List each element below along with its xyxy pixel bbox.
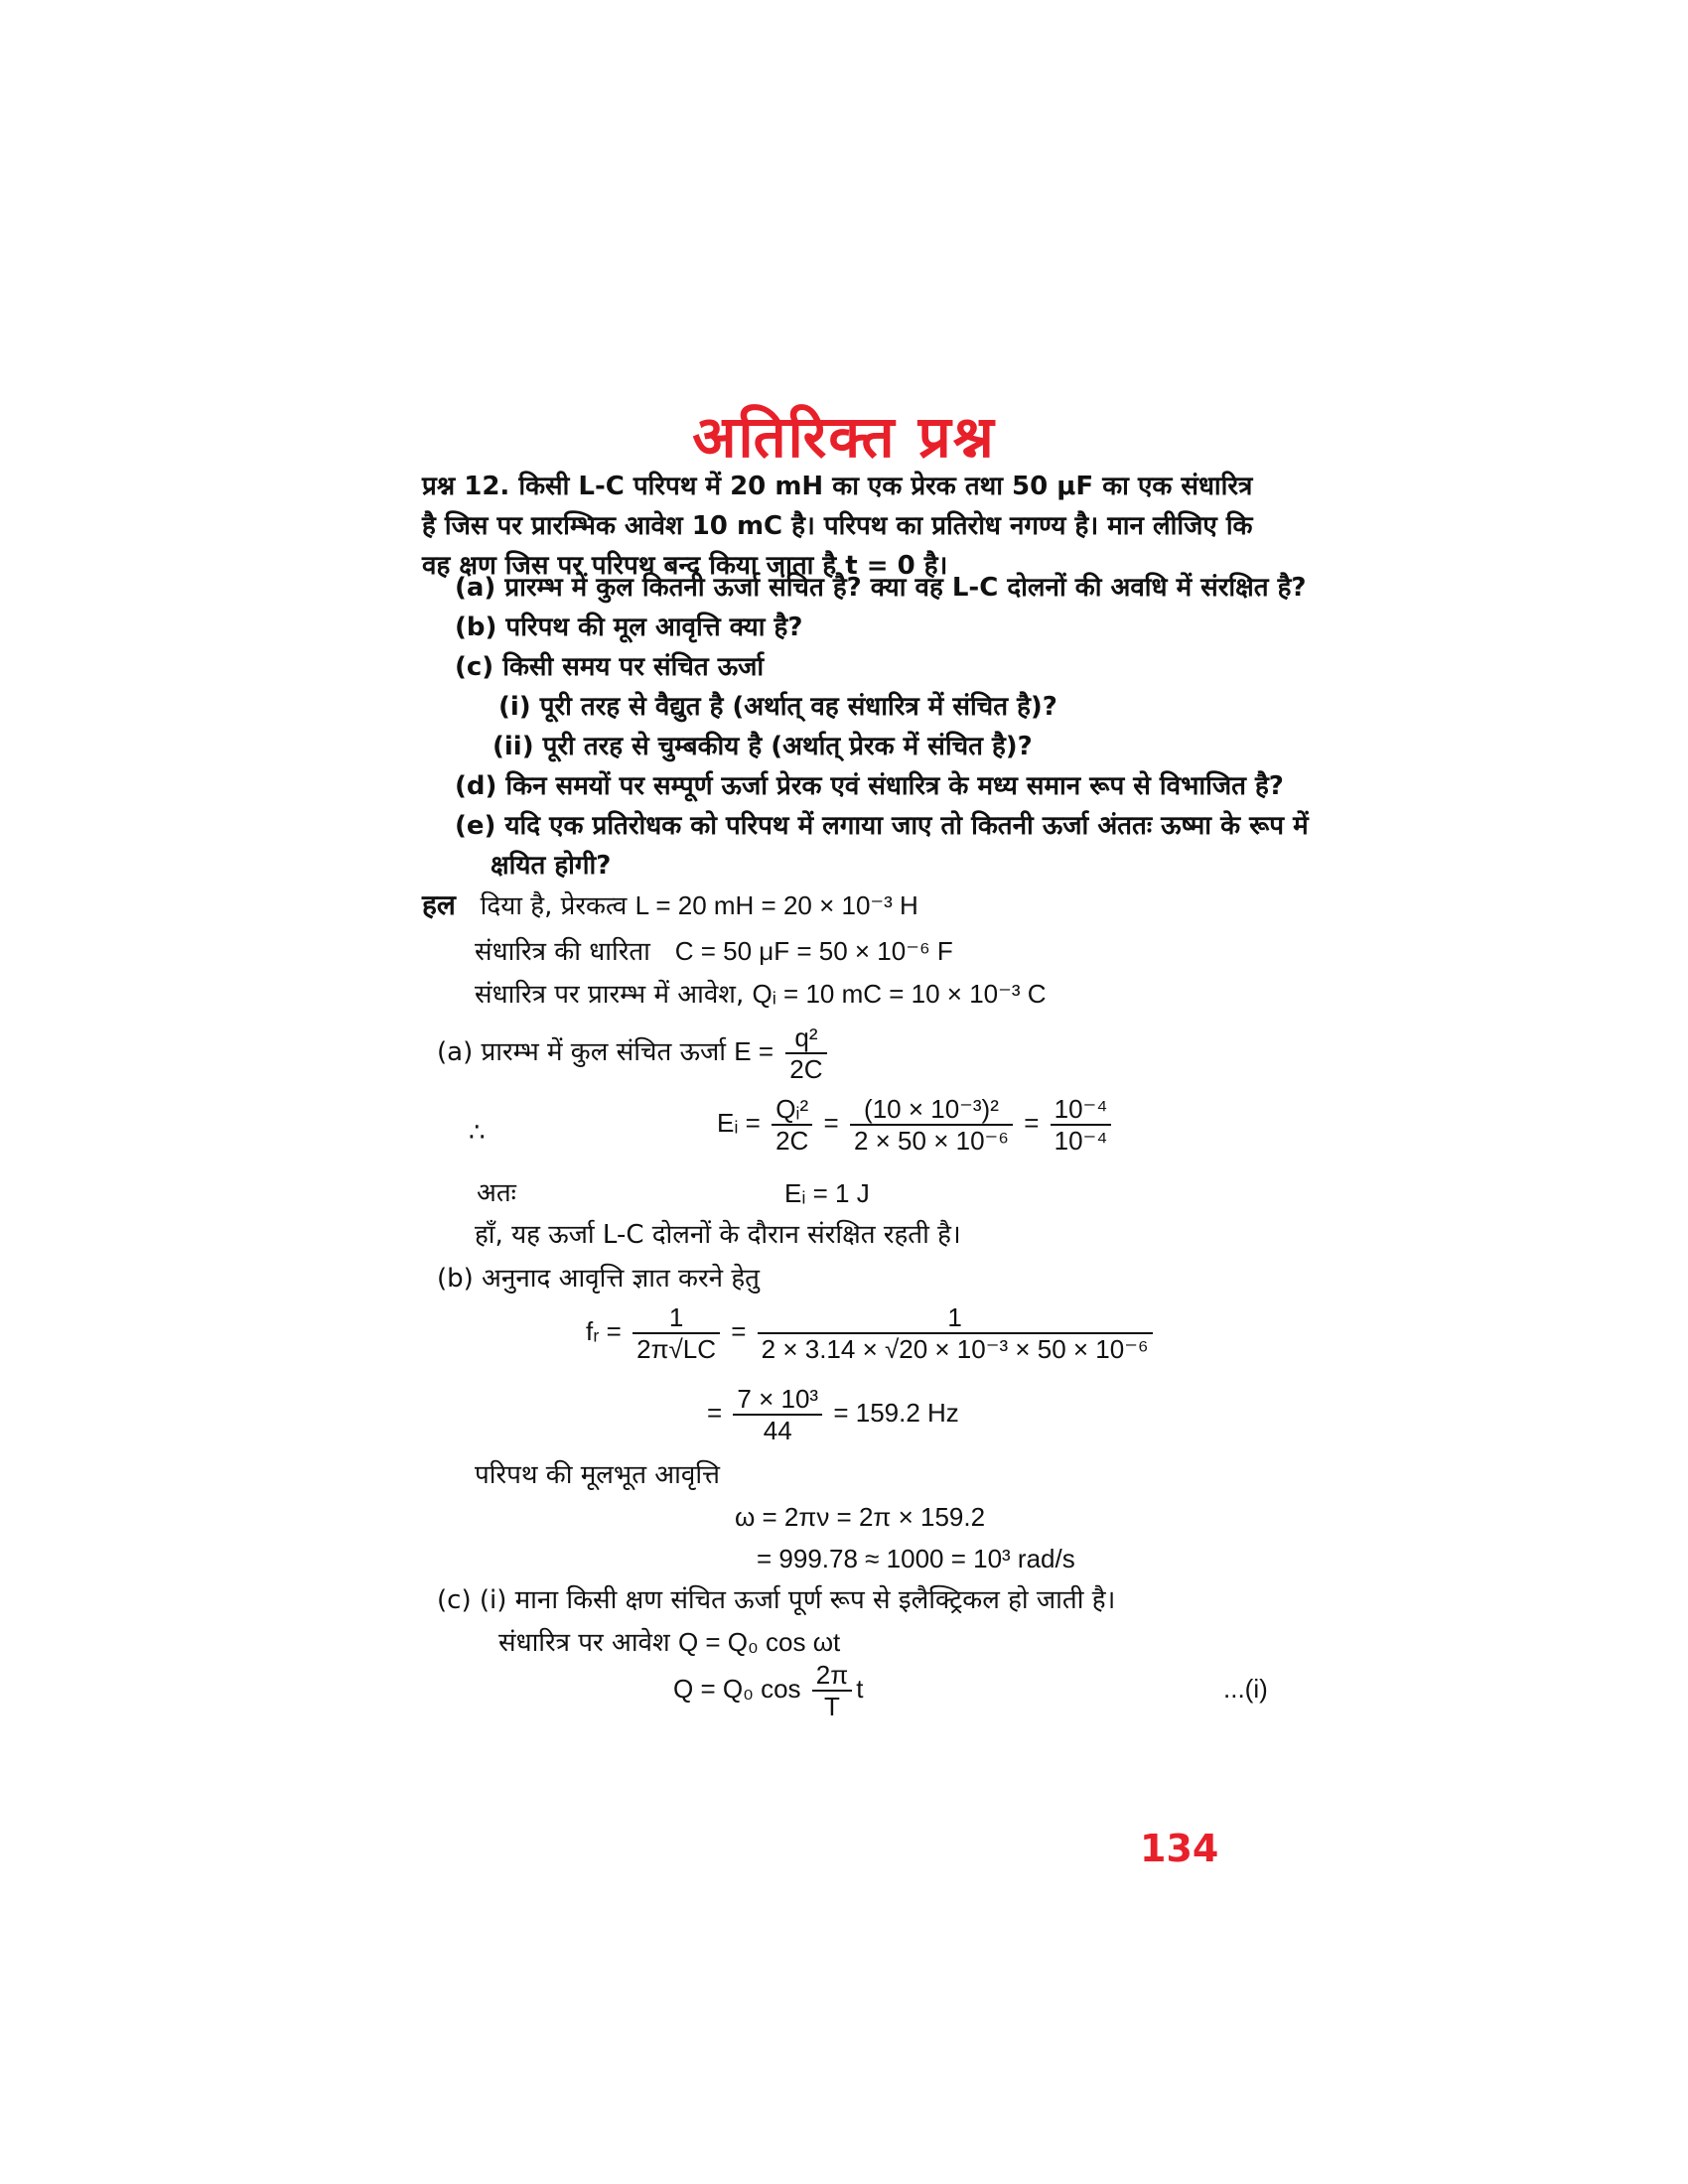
energy-conserved-note: हाँ, यह ऊर्जा L-C दोलनों के दौरान संरक्षित रहती है।: [475, 1220, 961, 1250]
omega-eq-1: ω = 2πν = 2π × 159.2: [735, 1502, 986, 1532]
part-c-ii: (ii) पूरी तरह से चुम्बकीय है (अर्थात् प्रेरक में संचित है)?: [492, 732, 1033, 761]
solution-given: हल दिया है, प्रेरकत्व L = 20 mH = 20 × 10⁻³ H: [422, 888, 918, 921]
charge-eq: Qᵢ = 10 mC = 10 × 10⁻³ C: [752, 979, 1047, 1009]
charge-equation-2: Q = Q₀ cos $\frac{2\pi}{T}$ t: [673, 1660, 864, 1722]
part-b: (b) परिपथ की मूल आवृत्ति क्या है?: [455, 613, 803, 642]
equation-number: ...(i): [1223, 1674, 1268, 1704]
question-statement: [422, 467, 1266, 586]
capacitance-line: संधारित्र की धारिता C = 50 μF = 50 × 10⁻⁶ F: [475, 936, 953, 967]
energy-formula-line: (a) प्रारम्भ में कुल संचित ऊर्जा E = $\frac{\text{q²}}{2C}$: [437, 1021, 831, 1084]
energy-result: Eᵢ = 1 J: [784, 1178, 870, 1208]
page-number: 134: [1140, 1827, 1219, 1870]
charge-line: संधारित्र पर प्रारम्भ में आवेश, Qᵢ = 10 mC = 10 × 10⁻³ C: [475, 979, 1047, 1010]
hence-label: अतः: [477, 1178, 516, 1208]
part-b-heading: (b) अनुनाद आवृत्ति ज्ञात करने हेतु: [437, 1264, 760, 1294]
part-c-i: (i) पूरी तरह से वैद्युत है (अर्थात् वह संधारित्र में संचित है)?: [498, 692, 1057, 722]
part-e-cont: क्षयित होगी?: [491, 851, 612, 881]
omega-eq-2: = 999.78 ≈ 1000 = 10³ rad/s: [757, 1544, 1075, 1573]
part-d: (d) किन समयों पर सम्पूर्ण ऊर्जा प्रेरक एवं संधारित्र के मध्य समान रूप से विभाजित है?: [455, 771, 1284, 801]
charge-equation-line: संधारित्र पर आवेश Q = Q₀ cos ωt: [498, 1627, 841, 1658]
part-c-i-heading: (c) (i) माना किसी क्षण संचित ऊर्जा पूर्ण रूप से इलैक्ट्रिकल हो जाती है।: [437, 1585, 1116, 1615]
frequency-value-eq: = $\frac{\text{7 × 10³}}{44}$ = 159.2 Hz: [707, 1384, 959, 1446]
inductance-eq: L = 20 mH = 20 × 10⁻³ H: [634, 890, 918, 920]
part-a: (a) प्रारम्भ में कुल कितनी ऊर्जा संचित है? क्या वह L-C दोलनों की अवधि में संरक्षित है?: [455, 573, 1307, 603]
question-text: किसी L-C परिपथ में 20 mH का एक प्रेरक तथा 50 μF का एक संधारित्र है जिस पर प्रारम्भिक आवेश 10 mC है। परिपथ का प्रतिरोध नगण्य है। मान लीजिए कि वह क्षण जिस पर परिपथ बन्द किया जाता है t = 0 है।: [422, 472, 1253, 581]
part-c: (c) किसी समय पर संचित ऊर्जा: [455, 652, 765, 682]
section-title: अतिरिक्त प्रश्न: [692, 403, 996, 471]
part-e: (e) यदि एक प्रतिरोधक को परिपथ में लगाया जाए तो कितनी ऊर्जा अंततः ऊष्मा के रूप में: [455, 811, 1309, 841]
fundamental-frequency-label: परिपथ की मूलभूत आवृत्ति: [475, 1460, 721, 1490]
question-label: प्रश्न 12.: [422, 472, 510, 501]
capacitance-eq: C = 50 μF = 50 × 10⁻⁶ F: [674, 936, 953, 966]
therefore-symbol: ∴: [469, 1118, 486, 1148]
energy-calculation: Eᵢ = $\frac{\text{Qᵢ²}}{2C}$ = $\frac{\text{(10 × 10⁻³)²}}{\text{2 × 50 × 10⁻⁶}}$ = $\frac{\text{10⁻⁴}}{\text{10⁻⁴}}$: [717, 1092, 1115, 1156]
resonance-frequency-eq: fᵣ = $\frac{1}{2\pi√LC}$ = $\frac{1}{\text{2 × 3.14 × √20 × 10⁻³ × 50 × 10⁻⁶}}$: [586, 1300, 1157, 1364]
solution-label: हल: [422, 888, 456, 921]
